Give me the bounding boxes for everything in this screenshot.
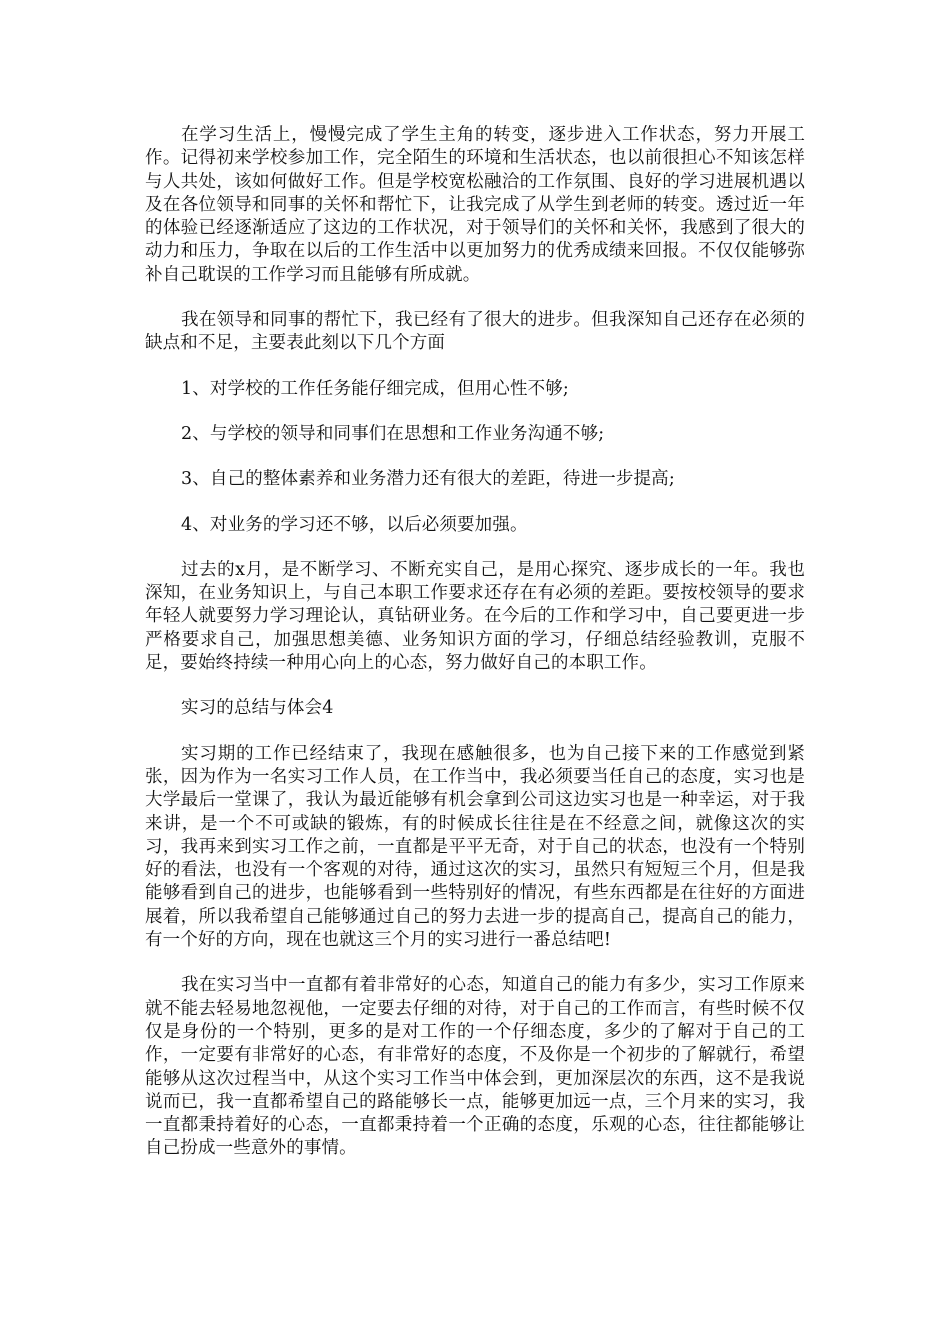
section-heading: 实习的总结与体会4 [181,698,334,719]
list-item-1: 1、对学校的工作任务能仔细完成，但用心性不够; [181,378,569,399]
list-item-2: 2、与学校的领导和同事们在思想和工作业务沟通不够; [181,423,605,444]
paragraph-work-transition: 在学习生活上，慢慢完成了学生主角的转变，逐步进入工作状态，努力开展工作。记得初来学校参加工作，完全陌生的环境和生活状态，也以前很担心不知该怎样与人共处，该如何做好工作。但是学校宽松融洽的工作氛围、良好的学习进展机遇以及在各位领导和同事的关怀和帮忙下，让我完成了从学生到老师的转变。透过近一年的体验已经逐渐适应了这边的工作状况，对于领导们的关怀和关怀，我感到了很大的动力和压力，争取在以后的工作生活中以更加努力的优秀成绩来回报。不仅仅能够弥补自己耽误的工作学习而且能够有所成就。 [145,125,805,285]
paragraph-internship-end: 实习期的工作已经结束了，我现在感触很多，也为自己接下来的工作感觉到紧张，因为作为一名实习工作人员，在工作当中，我必须要当任自己的态度，实习也是大学最后一堂课了，我认为最近能够有机会拿到公司这边实习也是一种幸运，对于我来讲，是一个不可或缺的锻炼，有的时候成长往往是在不经意之间，就像这次的实习，我再来到实习工作之前，一直都是平平无奇，对于自己的状态，也没有一个特别好的看法，也没有一个客观的对待，通过这次的实习，虽然只有短短三个月，但是我能够看到自己的进步，也能够看到一些特别好的情况，有些东西都是在往好的方面进展着，所以我希望自己能够通过自己的努力去进一步的提高自己，提高自己的能力，有一个好的方向，现在也就这三个月的实习进行一番总结吧! [145,743,805,951]
list-item-3: 3、自己的整体素养和业务潜力还有很大的差距，待进一步提高; [181,469,675,490]
document-page [145,124,805,1183]
paragraph-past-months: 过去的x月，是不断学习、不断充实自己，是用心探究、逐步成长的一年。我也深知，在业务知识上，与自己本职工作要求还存在有必须的差距。要按校领导的要求年轻人就要努力学习理论认，真钻研业务。在今后的工作和学习中，自己要更进一步严格要求自己，加强思想美德、业务知识方面的学习，仔细总结经验教训，克服不足，要始终持续一种用心向上的心态，努力做好自己的本职工作。 [145,559,805,674]
paragraph-shortcomings-intro: 我在领导和同事的帮忙下，我已经有了很大的进步。但我深知自己还存在必须的缺点和不足，主要表此刻以下几个方面 [145,310,805,354]
list-item-4: 4、对业务的学习还不够，以后必须要加强。 [181,514,528,535]
paragraph-internship-attitude: 我在实习当中一直都有着非常好的心态，知道自己的能力有多少，实习工作原来就不能去轻易地忽视他，一定要去仔细的对待，对于自己的工作而言，有些时候不仅仅是身份的一个特别，更多的是对工作的一个仔细态度，多少的了解对于自己的工作，一定要有非常好的心态，有非常好的态度，不及你是一个初步的了解就行，希望能够从这次过程当中，从这个实习工作当中体会到，更加深层次的东西，这不是我说说而已，我一直都希望自己的路能够长一点，能够更加远一点，三个月来的实习，我一直都秉持着好的心态，一直都秉持着一个正确的态度，乐观的心态，往往都能够让自己扮成一些意外的事情。 [145,975,805,1159]
